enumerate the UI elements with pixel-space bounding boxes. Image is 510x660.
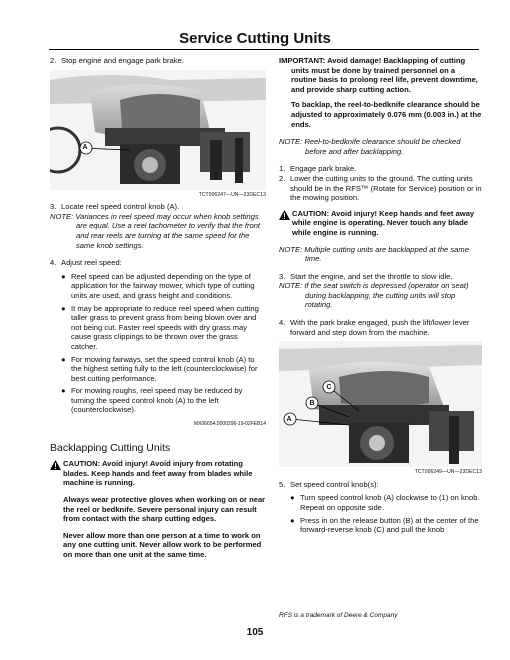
speed-control-bullets (279, 493, 482, 534)
note-reel-speed: NOTE: Variances in reel speed may occur when knob settings are equal. Use a reel tachometer to verify that the front and rear reels are turning at the same speed for the same knob settings. (50, 211, 261, 250)
caution-block: CAUTION: Avoid injury! Keep hands and feet away while engine is operating. Never touch any blade while engine is running. (279, 209, 482, 238)
list-item: ● Press in on the release button (B) at the center of the forward-reverse knob (C) and pull the knob (290, 515, 479, 535)
trademark-footnote: RFS is a trademark of Deere & Company (279, 612, 398, 619)
speed-control-photo (279, 341, 482, 478)
caution-block: CAUTION: Avoid injury! Avoid injury from rotating blades. Keep hands and feet away from blades while machine is running. (50, 459, 266, 488)
callout-a: A (286, 416, 292, 424)
list-item: ● For mowing roughs, reel speed may be reduced by turning the speed control knob (A) to the left (counterclockwise). (61, 386, 243, 415)
list-item: ● Reel speed can be adjusted depending on the type of application for the fairway mower, which type of cutting units are used, and grass height and conditions. (61, 271, 255, 300)
callout-b: B (309, 400, 315, 408)
step-2: 2. Lower the cutting units to the ground. The cutting units should be in the RFS™ (Rotate for Service) position or in the mowing position. (279, 173, 482, 203)
step-3: 3. Start the engine, and set the throttle to slow idle. (279, 271, 453, 281)
one-person-warning: Never allow more than one person at a time to work on any one cutting unit. Never allow work to be performed on more than one unit at the same time. (63, 530, 262, 559)
reference-code: MX06654,0000296-19-02FEB14 (194, 421, 266, 428)
right-column (279, 56, 482, 538)
photo-caption: TCT006247—UN—23DEC13 (198, 191, 266, 198)
warning-icon (279, 210, 290, 223)
clearance-spec: To backlap, the reel-to-bedknife clearance should be adjusted to approximately 0.076 mm (0.003 in.) at the ends. (291, 100, 482, 129)
gloves-warning: Always wear protective gloves when working on or near the reel or bedknife. Severe personal injury can result from contact with the sharp cutting edges. (63, 495, 266, 524)
note-seat-switch: NOTE: If the seat switch is depressed (operator on seat) during backlapping, the cutting units will stop rotating. (279, 281, 469, 310)
step-2: 2. Stop engine and engage park brake. (50, 56, 184, 65)
photo-caption: TCT006249—UN—23DEC13 (414, 469, 482, 476)
reel-speed-bullets (50, 272, 266, 415)
step-1: 1. Engage park brake. (279, 164, 357, 174)
step-5: 5. Set speed control knob(s): (279, 479, 379, 489)
reel-speed-photo (50, 70, 266, 201)
list-item: ● For mowing fairways, set the speed control knob (A) to the highest setting fully to the left (counterclockwise) for best cutting performance. (61, 354, 258, 383)
left-column (50, 56, 266, 567)
note-multiple: NOTE: Multiple cutting units are backlapped at the same time. (279, 244, 469, 264)
callout-a: A (82, 143, 88, 151)
callout-c: C (326, 384, 332, 392)
list-item: ● Turn speed control knob (A) clockwise to (1) on knob. Repeat on opposite side. (290, 493, 480, 513)
page-number: 105 (246, 627, 264, 638)
step-4: 4. With the park brake engaged, push the lift/lower lever forward and step down from the machine. (279, 318, 470, 337)
step-4: 4. Adjust reel speed: (50, 258, 122, 268)
page-title: Service Cutting Units (179, 30, 331, 47)
reel-speed-image (50, 70, 266, 190)
list-item: ● It may be appropriate to reduce reel speed when cutting taller grass to prevent grass from being blown over and not being cut. Faster reel speeds with dry grass may cause grass clippings to be thrown over the grass catcher. (61, 303, 259, 351)
section-title: Backlapping Cutting Units (50, 441, 171, 454)
warning-icon (50, 460, 61, 473)
note-clearance: NOTE: Reel-to-bedknife clearance should be checked before and after backlapping. (279, 137, 461, 156)
important-block: IMPORTANT: Avoid damage! Backlapping of cutting units must be done by trained personnel on a routine basis to prolong reel life, prevent downtime, and provide sharp cutting action. (279, 56, 478, 94)
step-3: 3. Locate reel speed control knob (A). (50, 202, 180, 212)
title-rule (49, 49, 479, 50)
